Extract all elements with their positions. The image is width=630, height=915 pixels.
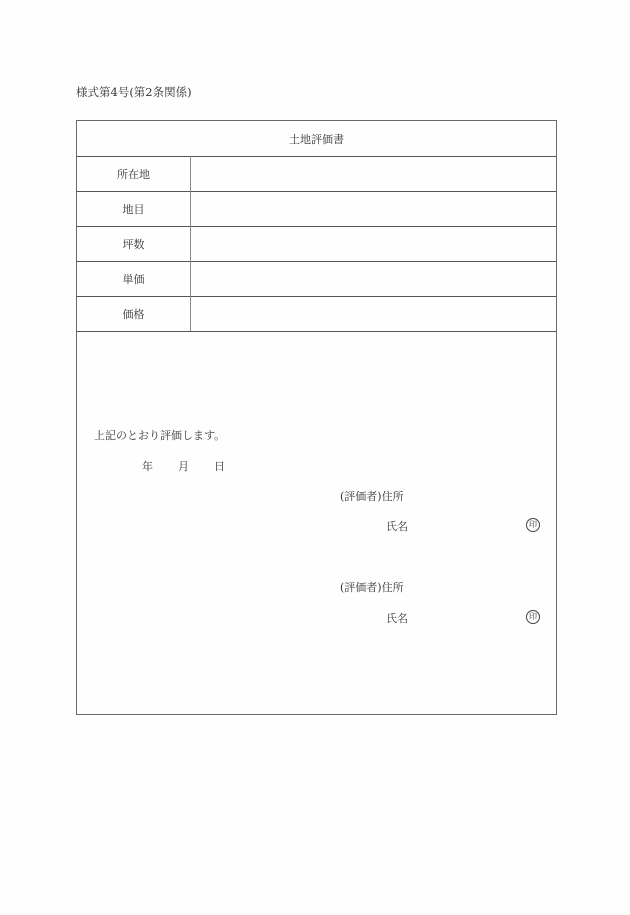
date-day-label: 日 bbox=[214, 460, 225, 473]
price-field[interactable] bbox=[191, 296, 556, 331]
row-label: 単価 bbox=[77, 261, 191, 296]
seal-icon: 印 bbox=[526, 518, 540, 532]
row-area bbox=[77, 226, 556, 262]
land-evaluation-form bbox=[76, 120, 557, 715]
row-location bbox=[77, 156, 556, 192]
evaluator-2-name-label: 氏名 bbox=[386, 612, 408, 625]
seal-icon: 印 bbox=[526, 610, 540, 624]
date-month-label: 月 bbox=[178, 460, 189, 473]
row-label: 坪数 bbox=[77, 226, 191, 261]
row-land-category bbox=[77, 191, 556, 227]
row-label: 地目 bbox=[77, 191, 191, 226]
row-label: 所在地 bbox=[77, 156, 191, 191]
evaluator-1-name-label: 氏名 bbox=[386, 520, 408, 533]
unit-price-field[interactable] bbox=[191, 261, 556, 296]
date-year-label: 年 bbox=[142, 460, 153, 473]
area-field[interactable] bbox=[191, 226, 556, 261]
form-title: 土地評価書 bbox=[77, 121, 556, 157]
statement-text: 上記のとおり評価します。 bbox=[94, 429, 226, 442]
form-number: 様式第4号(第2条関係) bbox=[76, 85, 192, 99]
evaluator-2-address-label: (評価者)住所 bbox=[340, 581, 404, 594]
location-field[interactable] bbox=[191, 156, 556, 191]
evaluator-1-address-label: (評価者)住所 bbox=[340, 490, 404, 503]
land-category-field[interactable] bbox=[191, 191, 556, 226]
row-label: 価格 bbox=[77, 296, 191, 331]
row-price bbox=[77, 296, 556, 332]
row-unit-price bbox=[77, 261, 556, 297]
